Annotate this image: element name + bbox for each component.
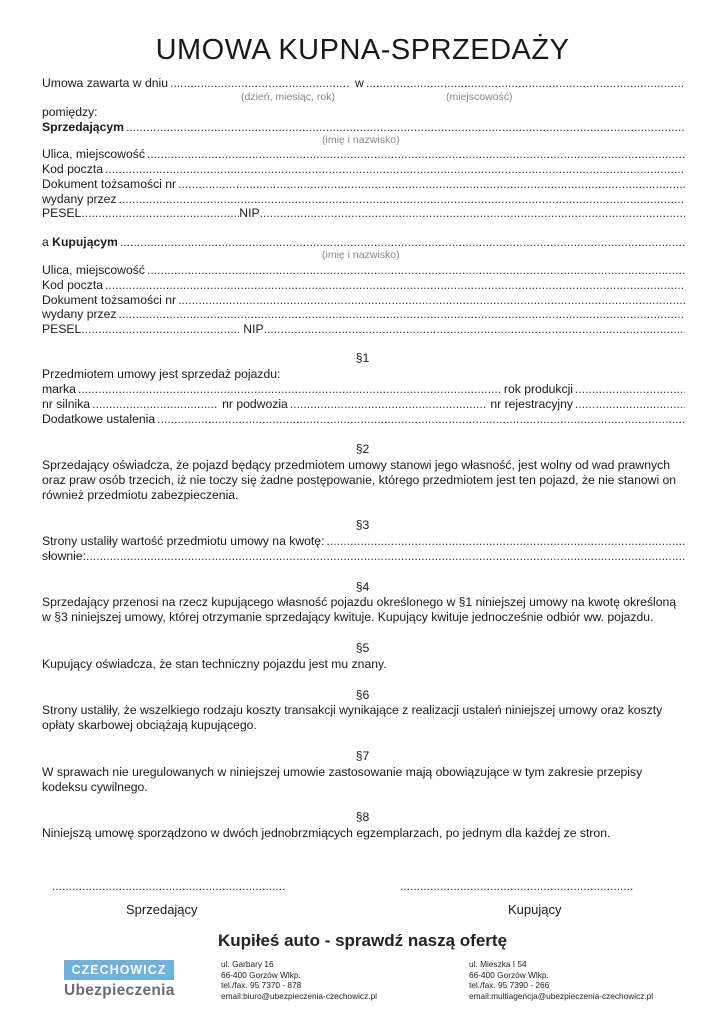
office-2-address: ul. Mieszka I 54 66-400 Gorzów Wlkp. tel./fax. 95 7390 - 266 email:multiagencja@ubezpieczenia-czechowicz.pl [469, 959, 654, 1001]
s3-words-line: słownie: ..... [42, 549, 685, 564]
buyer-label: Kupującym [52, 235, 118, 249]
amount-words-field[interactable] [86, 549, 685, 564]
seller-nip-field[interactable] [260, 206, 685, 221]
buyer-pesel-field[interactable] [81, 322, 239, 337]
place-hint: (miejscowość) [446, 91, 513, 103]
extra-field[interactable] [157, 412, 685, 427]
in-label: w [355, 76, 364, 90]
seller-name-field[interactable] [126, 120, 685, 135]
s3-amount-line: Strony ustaliły wartość przedmiotu umowy na kwotę: ..... [42, 534, 685, 549]
seller-street-line: Ulica, miejscowość ..... [42, 147, 685, 162]
section-5-text: Kupujący oświadcza, że stan techniczny pojazdu jest mu znany. [42, 657, 387, 671]
seller-postal-field[interactable] [105, 162, 685, 177]
buyer-street-line: Ulica, miejscowość ..... [42, 263, 685, 278]
between-label: pomiędzy: [42, 105, 98, 119]
place-field[interactable] [366, 76, 685, 91]
buyer-id-line: Dokument tożsamości nr ..... [42, 293, 685, 308]
section-4-text: Sprzedający przenosi na rzecz kupującego własność pojazdu określonego w §1 niniejszej umowy na kwotę określoną w §3 niniejszej umowy, której otrzymanie sprzedający kwituje. Kupujący kwituje jednocześnie odbiór ww. pojazdu. [42, 595, 677, 624]
section-7-text: W sprawach nie uregulowanych w niniejszej umowie zastosowanie mają obowiązujące w tym zakresie przepisy kodeksu cywilnego. [42, 765, 643, 794]
seller-street-field[interactable] [147, 147, 685, 162]
buyer-pesel-nip-line: PESEL ..... NIP ..... [42, 322, 685, 337]
engine-field[interactable] [92, 397, 218, 412]
s1-make-year-line: marka ..... rok produkcji ..... [42, 382, 685, 397]
section-8-heading: §8 [355, 810, 370, 824]
section-5-heading: §5 [355, 641, 370, 655]
section-1-heading: §1 [355, 351, 370, 365]
year-field[interactable] [575, 382, 685, 397]
make-field[interactable] [78, 382, 500, 397]
buyer-name-field[interactable] [120, 235, 685, 250]
buyer-issued-line: wydany przez ..... [42, 307, 685, 322]
seller-id-line: Dokument tożsamości nr ..... [42, 177, 685, 192]
contract-date-place-line [42, 76, 685, 91]
buyer-signature-label: Kupujący [508, 902, 562, 917]
buyer-postal-line: Kod poczta ..... [42, 278, 685, 293]
office-1-email[interactable]: email:biuro@ubezpieczenia-czechowicz.pl [221, 990, 377, 1001]
office-1-address: ul. Garbary 16 66-400 Gorzów Wlkp. tel./fax. 95 7370 - 878 email:biuro@ubezpieczenia-czechowicz.pl [221, 959, 377, 1001]
seller-name-hint: (imię i nazwisko) [322, 134, 400, 146]
section-7-heading: §7 [355, 749, 370, 763]
document-title: UMOWA KUPNA-SPRZEDAŻY [155, 34, 570, 66]
s1-extra-line: Dodatkowe ustalenia ..... [42, 412, 685, 427]
seller-label: Sprzedającym [42, 120, 124, 134]
date-field[interactable] [170, 76, 350, 91]
buyer-name-line: a Kupującym ..... [42, 235, 685, 250]
promo-headline: Kupiłeś auto - sprawdź naszą ofertę [217, 931, 508, 950]
section-2-text: Sprzedający oświadcza, że pojazd będący przedmiotem umowy stanowi jego własność, jest wolny od wad prawnych oraz praw osób trzecich, iż nie toczy się żadne postępowanie, którego przedmiotem jest ten pojazd, że nie stanowi on również przedmiotu zabezpieczenia. [42, 458, 677, 502]
seller-pesel-nip-line: PESEL ..... NIP ..... [42, 206, 685, 221]
reg-field[interactable] [575, 397, 685, 412]
seller-postal-line: Kod poczta ..... [42, 162, 685, 177]
seller-signature-label: Sprzedający [126, 902, 198, 917]
seller-id-field[interactable] [178, 177, 685, 192]
date-hint: (dzień, miesiąc, rok) [241, 91, 335, 103]
seller-pesel-field[interactable] [81, 206, 239, 221]
concluded-on-label: Umowa zawarta w dniu [42, 76, 168, 90]
seller-signature-line[interactable]: ...................................................................... [52, 879, 286, 893]
amount-field[interactable] [326, 534, 685, 549]
seller-issued-line: wydany przez ..... [42, 192, 685, 207]
office-2-email[interactable]: email:multiagencja@ubezpieczenia-czechowicz.pl [469, 990, 654, 1001]
section-6-heading: §6 [355, 688, 370, 702]
seller-name-line [42, 120, 685, 135]
section-4-heading: §4 [355, 580, 370, 594]
buyer-street-field[interactable] [147, 263, 685, 278]
section-2-heading: §2 [355, 442, 370, 456]
buyer-signature-line[interactable]: ...................................................................... [400, 879, 634, 893]
chassis-field[interactable] [290, 397, 487, 412]
buyer-name-hint: (imię i nazwisko) [322, 249, 400, 261]
buyer-postal-field[interactable] [105, 278, 685, 293]
s1-subject: Przedmiotem umowy jest sprzedaż pojazdu: [42, 367, 281, 381]
buyer-id-field[interactable] [178, 293, 685, 308]
logo-czechowicz: CZECHOWICZ [64, 960, 174, 980]
section-6-text: Strony ustaliły, że wszelkiego rodzaju koszty transakcji wynikające z realizacji ustaleń niniejszej umowy oraz koszty opłaty skarbowej obciążają kupującego. [42, 703, 663, 732]
buyer-issued-field[interactable] [119, 307, 685, 322]
section-8-text: Niniejszą umowę sporządzono w dwóch jednobrzmiących egzemplarzach, po jednym dla każdej ze stron. [42, 826, 611, 840]
s1-engine-chassis-reg-line: nr silnika ..... nr podwozia ..... nr rejestracyjny ..... [42, 397, 685, 412]
seller-issued-field[interactable] [119, 192, 685, 207]
section-3-heading: §3 [355, 518, 370, 532]
logo-ubezpieczenia: Ubezpieczenia [64, 982, 175, 999]
buyer-nip-field[interactable] [264, 322, 685, 337]
